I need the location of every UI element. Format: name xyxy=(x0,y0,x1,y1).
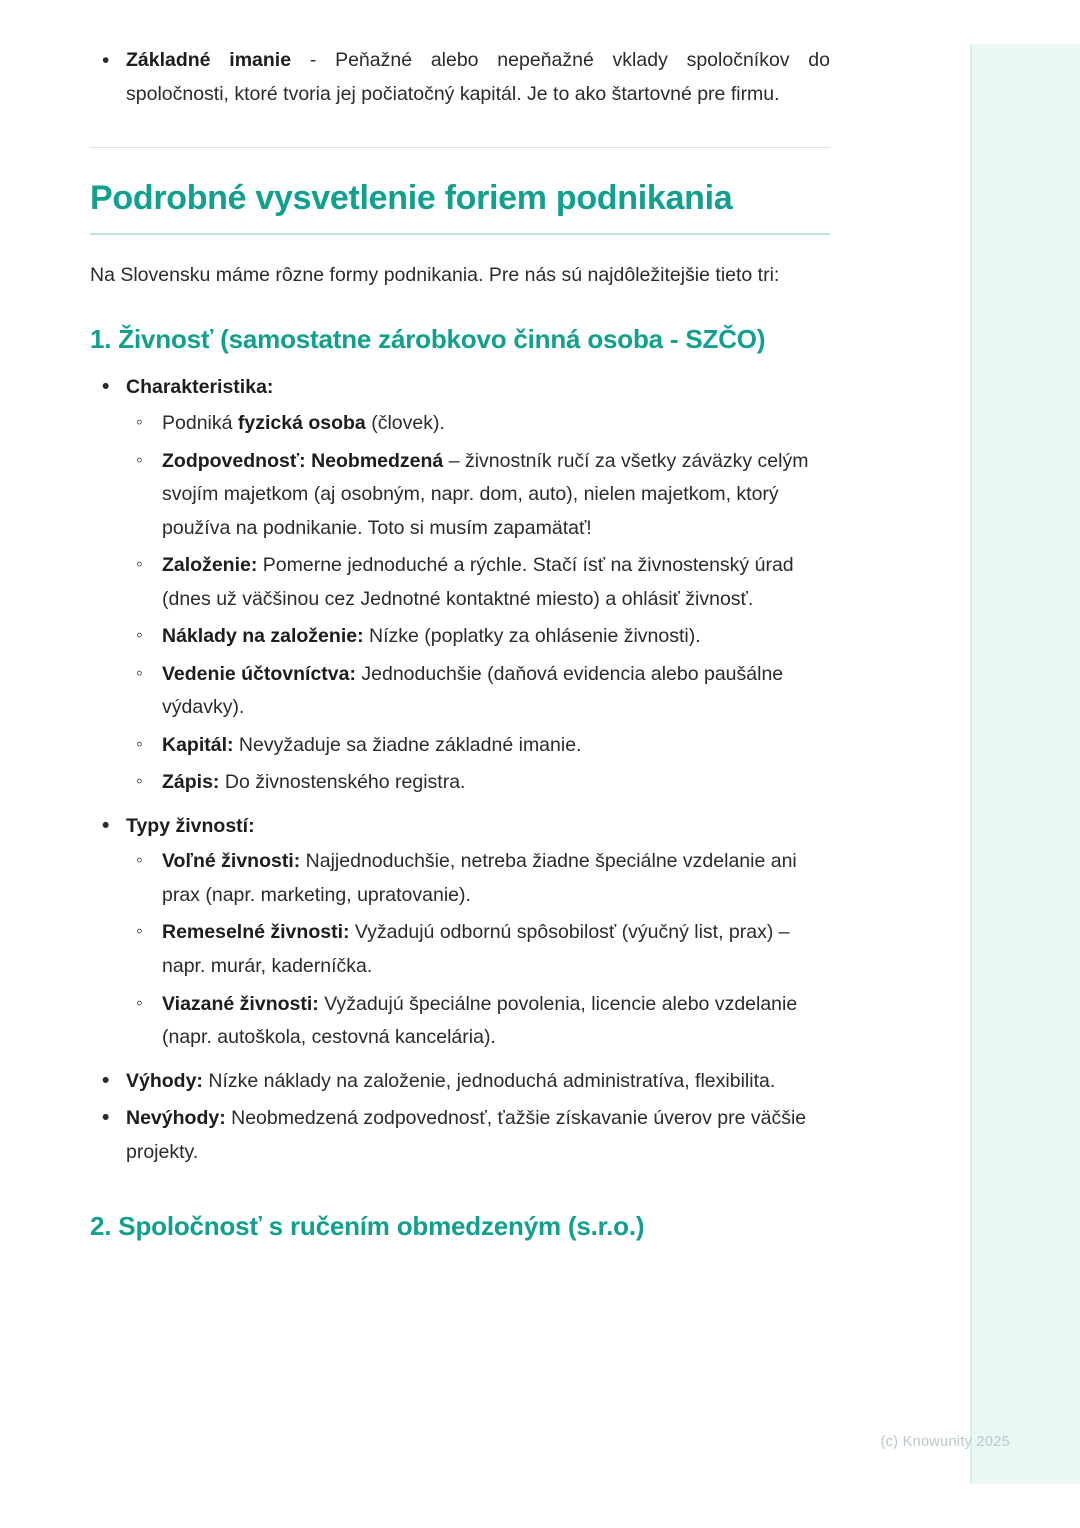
group-label-charakteristika: • Charakteristika: xyxy=(126,376,273,398)
page-title: Podrobné vysvetlenie foriem podnikania xyxy=(90,179,733,218)
item-bold-mid: fyzická osoba xyxy=(237,412,366,435)
subsection-1-list xyxy=(90,371,830,1169)
list-item xyxy=(126,549,830,616)
list-item xyxy=(126,845,830,912)
list-item xyxy=(126,445,830,546)
list-item xyxy=(90,810,830,1055)
title-underline xyxy=(90,233,830,235)
list-item xyxy=(90,371,830,799)
watermark: (c) Knowunity 2025 xyxy=(880,1434,1010,1450)
term-label: Voľné živnosti: xyxy=(162,850,301,873)
term-label: Základné imanie xyxy=(126,49,292,71)
decorative-side-band xyxy=(970,44,1080,1484)
term-label: Viazané živnosti: xyxy=(162,992,319,1015)
list-item xyxy=(126,658,830,725)
charakteristika-sublist xyxy=(126,407,830,800)
term-label: Kapitál: xyxy=(162,733,234,756)
term-text: – živnostník ručí za všetky záväzky celým svojím majetkom (aj osobným, napr. dom, auto), nielen majetkom, ktorý používa na podnikanie. Toto si musím zapamätať! xyxy=(162,449,809,539)
list-item xyxy=(126,407,830,441)
top-definition-list xyxy=(90,44,830,111)
list-item xyxy=(90,1065,830,1099)
term-label: Zodpovednosť: Neobmedzená xyxy=(162,449,444,472)
group-label-typy-zivnosti: • Typy živností: xyxy=(126,815,255,837)
term-text: Pomerne jednoduché a rýchle. Stačí ísť na živnostenský úrad (dnes už väčšinou cez Jednotné kontaktné miesto) a ohlásiť živnosť. xyxy=(162,554,794,610)
term-label: Remeselné živnosti: xyxy=(162,921,350,944)
intro-paragraph: Na Slovensku máme rôzne formy podnikania. Pre nás sú najdôležitejšie tieto tri: xyxy=(90,263,780,286)
term-text: Do živnostenského registra. xyxy=(219,771,466,794)
term-text: Vyžadujú odbornú spôsobilosť (výučný list, prax) – napr. murár, kaderníčka. xyxy=(162,921,790,977)
list-item xyxy=(126,988,830,1055)
term-label: • Nevýhody: xyxy=(126,1107,226,1129)
list-item xyxy=(90,1102,830,1169)
list-item xyxy=(90,44,830,111)
typy-zivnosti-sublist xyxy=(126,845,830,1054)
section-divider xyxy=(90,147,830,148)
item-tail: (človek). xyxy=(365,412,445,435)
term-text: Najjednoduchšie, netreba žiadne špeciálne vzdelanie ani prax (napr. marketing, upratovanie). xyxy=(162,850,797,906)
term-label: Náklady na založenie: xyxy=(162,625,364,648)
term-label: • Výhody: xyxy=(126,1070,203,1092)
term-label: Založenie: xyxy=(162,554,258,577)
term-text: Vyžadujú špeciálne povolenia, licencie alebo vzdelanie (napr. autoškola, cestovná kancelária). xyxy=(162,992,798,1049)
list-item xyxy=(126,620,830,654)
term-text: Neobmedzená zodpovednosť, ťažšie získavanie úverov pre väčšie projekty. xyxy=(126,1107,807,1163)
list-item xyxy=(126,766,830,800)
subsection-1-title: 1. Živnosť (samostatne zárobkovo činná osoba - SZČO) xyxy=(90,324,766,355)
term-text: Nízke (poplatky za ohlásenie živnosti). xyxy=(363,625,701,648)
list-item xyxy=(126,916,830,983)
item-text: Podniká xyxy=(162,412,238,435)
list-item xyxy=(126,729,830,763)
document-content xyxy=(90,44,830,1244)
term-label: Vedenie účtovníctva: xyxy=(162,662,356,685)
term-text: Nevyžaduje sa žiadne základné imanie. xyxy=(233,733,582,756)
term-text: Nízke náklady na založenie, jednoduchá administratíva, flexibilita. xyxy=(202,1069,776,1092)
subsection-2-title: 2. Spoločnosť s ručením obmedzeným (s.r.o.) xyxy=(90,1211,645,1242)
term-label: Zápis: xyxy=(162,771,220,794)
term-text: Jednoduchšie (daňová evidencia alebo paušálne výdavky). xyxy=(162,662,784,719)
term-text: - Peňažné alebo nepeňažné vklady spoločníkov do spoločnosti, ktoré tvoria jej počiatočný kapitál. Je to ako štartovné pre firmu. xyxy=(126,49,831,105)
